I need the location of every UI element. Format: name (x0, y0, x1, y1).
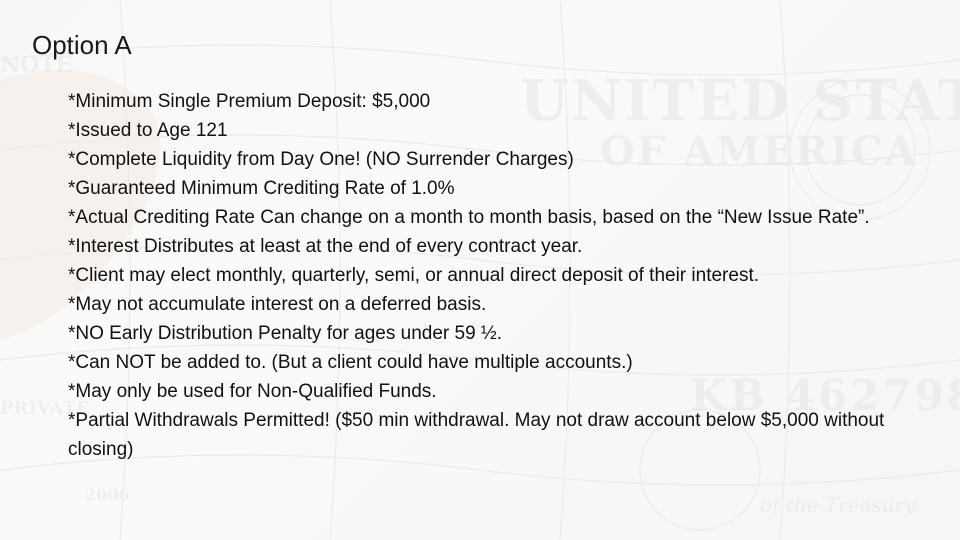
bullet-item: *May only be used for Non-Qualified Funds. (68, 381, 437, 402)
bullet-item: *May not accumulate interest on a deferred basis. (68, 294, 487, 315)
bullet-item: *Partial Withdrawals Permitted! ($50 min withdrawal. May not draw account below $5,000 without closing) (68, 410, 885, 460)
bullet-item: *Actual Crediting Rate Can change on a month to month basis, based on the “New Issue Rate”. (68, 207, 870, 228)
bullet-item: *Can NOT be added to. (But a client could have multiple accounts.) (68, 352, 633, 373)
bullet-item: *Client may elect monthly, quarterly, semi, or annual direct deposit of their interest. (68, 265, 759, 286)
slide-title: Option A (32, 30, 132, 60)
bullet-item: *Complete Liquidity from Day One! (NO Surrender Charges) (68, 149, 574, 170)
bullet-item: *Guaranteed Minimum Crediting Rate of 1.0% (68, 178, 455, 199)
bullet-item: *Issued to Age 121 (68, 120, 228, 141)
bullet-item: *NO Early Distribution Penalty for ages under 59 ½. (68, 323, 503, 344)
bullet-list (68, 87, 938, 464)
bullet-item: *Minimum Single Premium Deposit: $5,000 (68, 91, 431, 112)
bullet-item: *Interest Distributes at least at the end of every contract year. (68, 236, 583, 257)
